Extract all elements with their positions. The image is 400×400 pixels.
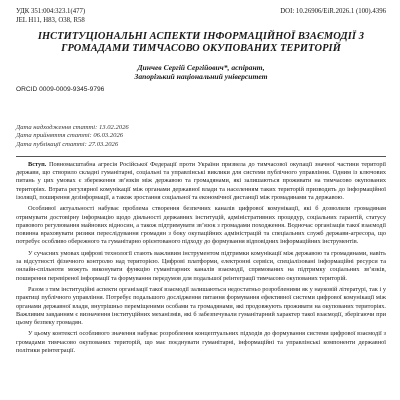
jel-code: JEL H11, H83, O38, R58 [16, 16, 85, 24]
article-dates [16, 124, 386, 150]
author-affiliation: Запорізький національний університет [134, 71, 268, 81]
paragraph: Вступ. Повномасштабна агресія Російської Федерації проти України призвела до тимчасової окупації значної частини території держави, що створило складні гуманітарні, соціальні та управлінські виклики для системи публічного управління. Одним із ключових питань у цих умовах є збереження зв’язків між державою та громадянами, які залишаються проживати на тимчасово окупованих територіях. Втрата регулярної комунікації між органами державної влади та населенням таких територій призводить до інформаційної ізоляції, поширення дезінформації, а також зростання соціальної та економічної дистанції між громадянами та державою. [16, 160, 386, 201]
paragraph: Особливої актуальності набуває проблема створення безпечних каналів цифрової комунікації, які б дозволили громадянам отримувати достовірну інформацію щодо діяльності державних інституцій, адміністративних процедур, соціальних гарантій, статусу правового регулювання майнових відносин, а також підтримувати зв’язок з громадами походження. Водночас організація такої взаємодії повинна враховувати ризики переслідування громадян з боку окупаційних адміністрацій та спеціальних служб держави-агресора, що потребує особливо обережного та гуманітарно орієнтованого підходу до формування відповідних інформаційних інструментів. [16, 205, 386, 246]
date-published: Дата публікації статті: 27.03.2026 [16, 141, 119, 149]
doi-link[interactable]: DOI: 10.26906/EiR.2026.1 (100).4396 [280, 8, 386, 15]
paragraph: У сучасних умовах цифрові технології стають важливим інструментом підтримки комунікації між державою та громадянами, навіть за відсутності фізичного контролю над територією. Цифрові платформи, електронні сервіси, спеціалізовані інформаційні ресурси та онлайн-спільноти можуть виконувати функцію гуманітарних каналів взаємодії, спрямованих на підтримку соціальних зв’язків, поширення перевіреної інформації та формування передумов для подальшої реінтеграції тимчасово окупованих територій. [16, 249, 386, 282]
article-meta [16, 8, 386, 25]
author-position: *, аспірант, [223, 62, 265, 72]
article-title: ІНСТИТУЦІОНАЛЬНІ АСПЕКТИ ІНФОРМАЦІЙНОЇ ВЗАЄМОДІЇ З ГРОМАДАМИ ТИМЧАСОВО ОКУПОВАНИХ ТЕРИТОРІЙ [37, 31, 365, 55]
author-name: Динчев Сергій Сергійович [137, 62, 224, 72]
paragraph: У цьому контексті особливого значення набуває розроблення концептуальних підходів до формування системи цифрової взаємодії з громадами тимчасово окупованих територій, що має поєднувати гуманітарні, інформаційні та управлінські компоненти державної політики реінтеграції. [16, 330, 386, 354]
intro-heading: Вступ. [28, 160, 47, 168]
section-divider [16, 156, 386, 157]
date-received: Дата надходження статті: 13.02.2026 [16, 123, 129, 131]
author-block [16, 63, 386, 81]
udc-code: УДК 351:004:323.1(477) [16, 8, 86, 15]
orcid-id[interactable]: ORCID 0009-0009-9345-9796 [16, 85, 105, 93]
article-body [16, 161, 386, 355]
paragraph: Разом з тим інституційні аспекти організації такої взаємодії залишаються недостатньо розробленими як у науковій літературі, так і у практиці публічного управління. Потребує подальшого дослідження питання формування ефективної системи цифрової комунікації між органами державної влади, внутрішньо переміщеними особами та громадянами, які продовжують проживати на окупованих територіях. Важливим завданням є визначення інституційних механізмів, які б забезпечували гуманітарний характер такої взаємодії, зберігаючи при цьому безпеку громадян. [16, 286, 386, 327]
classification-codes [16, 8, 85, 25]
date-accepted: Дата прийняття статті: 06.03.2026 [16, 132, 124, 140]
